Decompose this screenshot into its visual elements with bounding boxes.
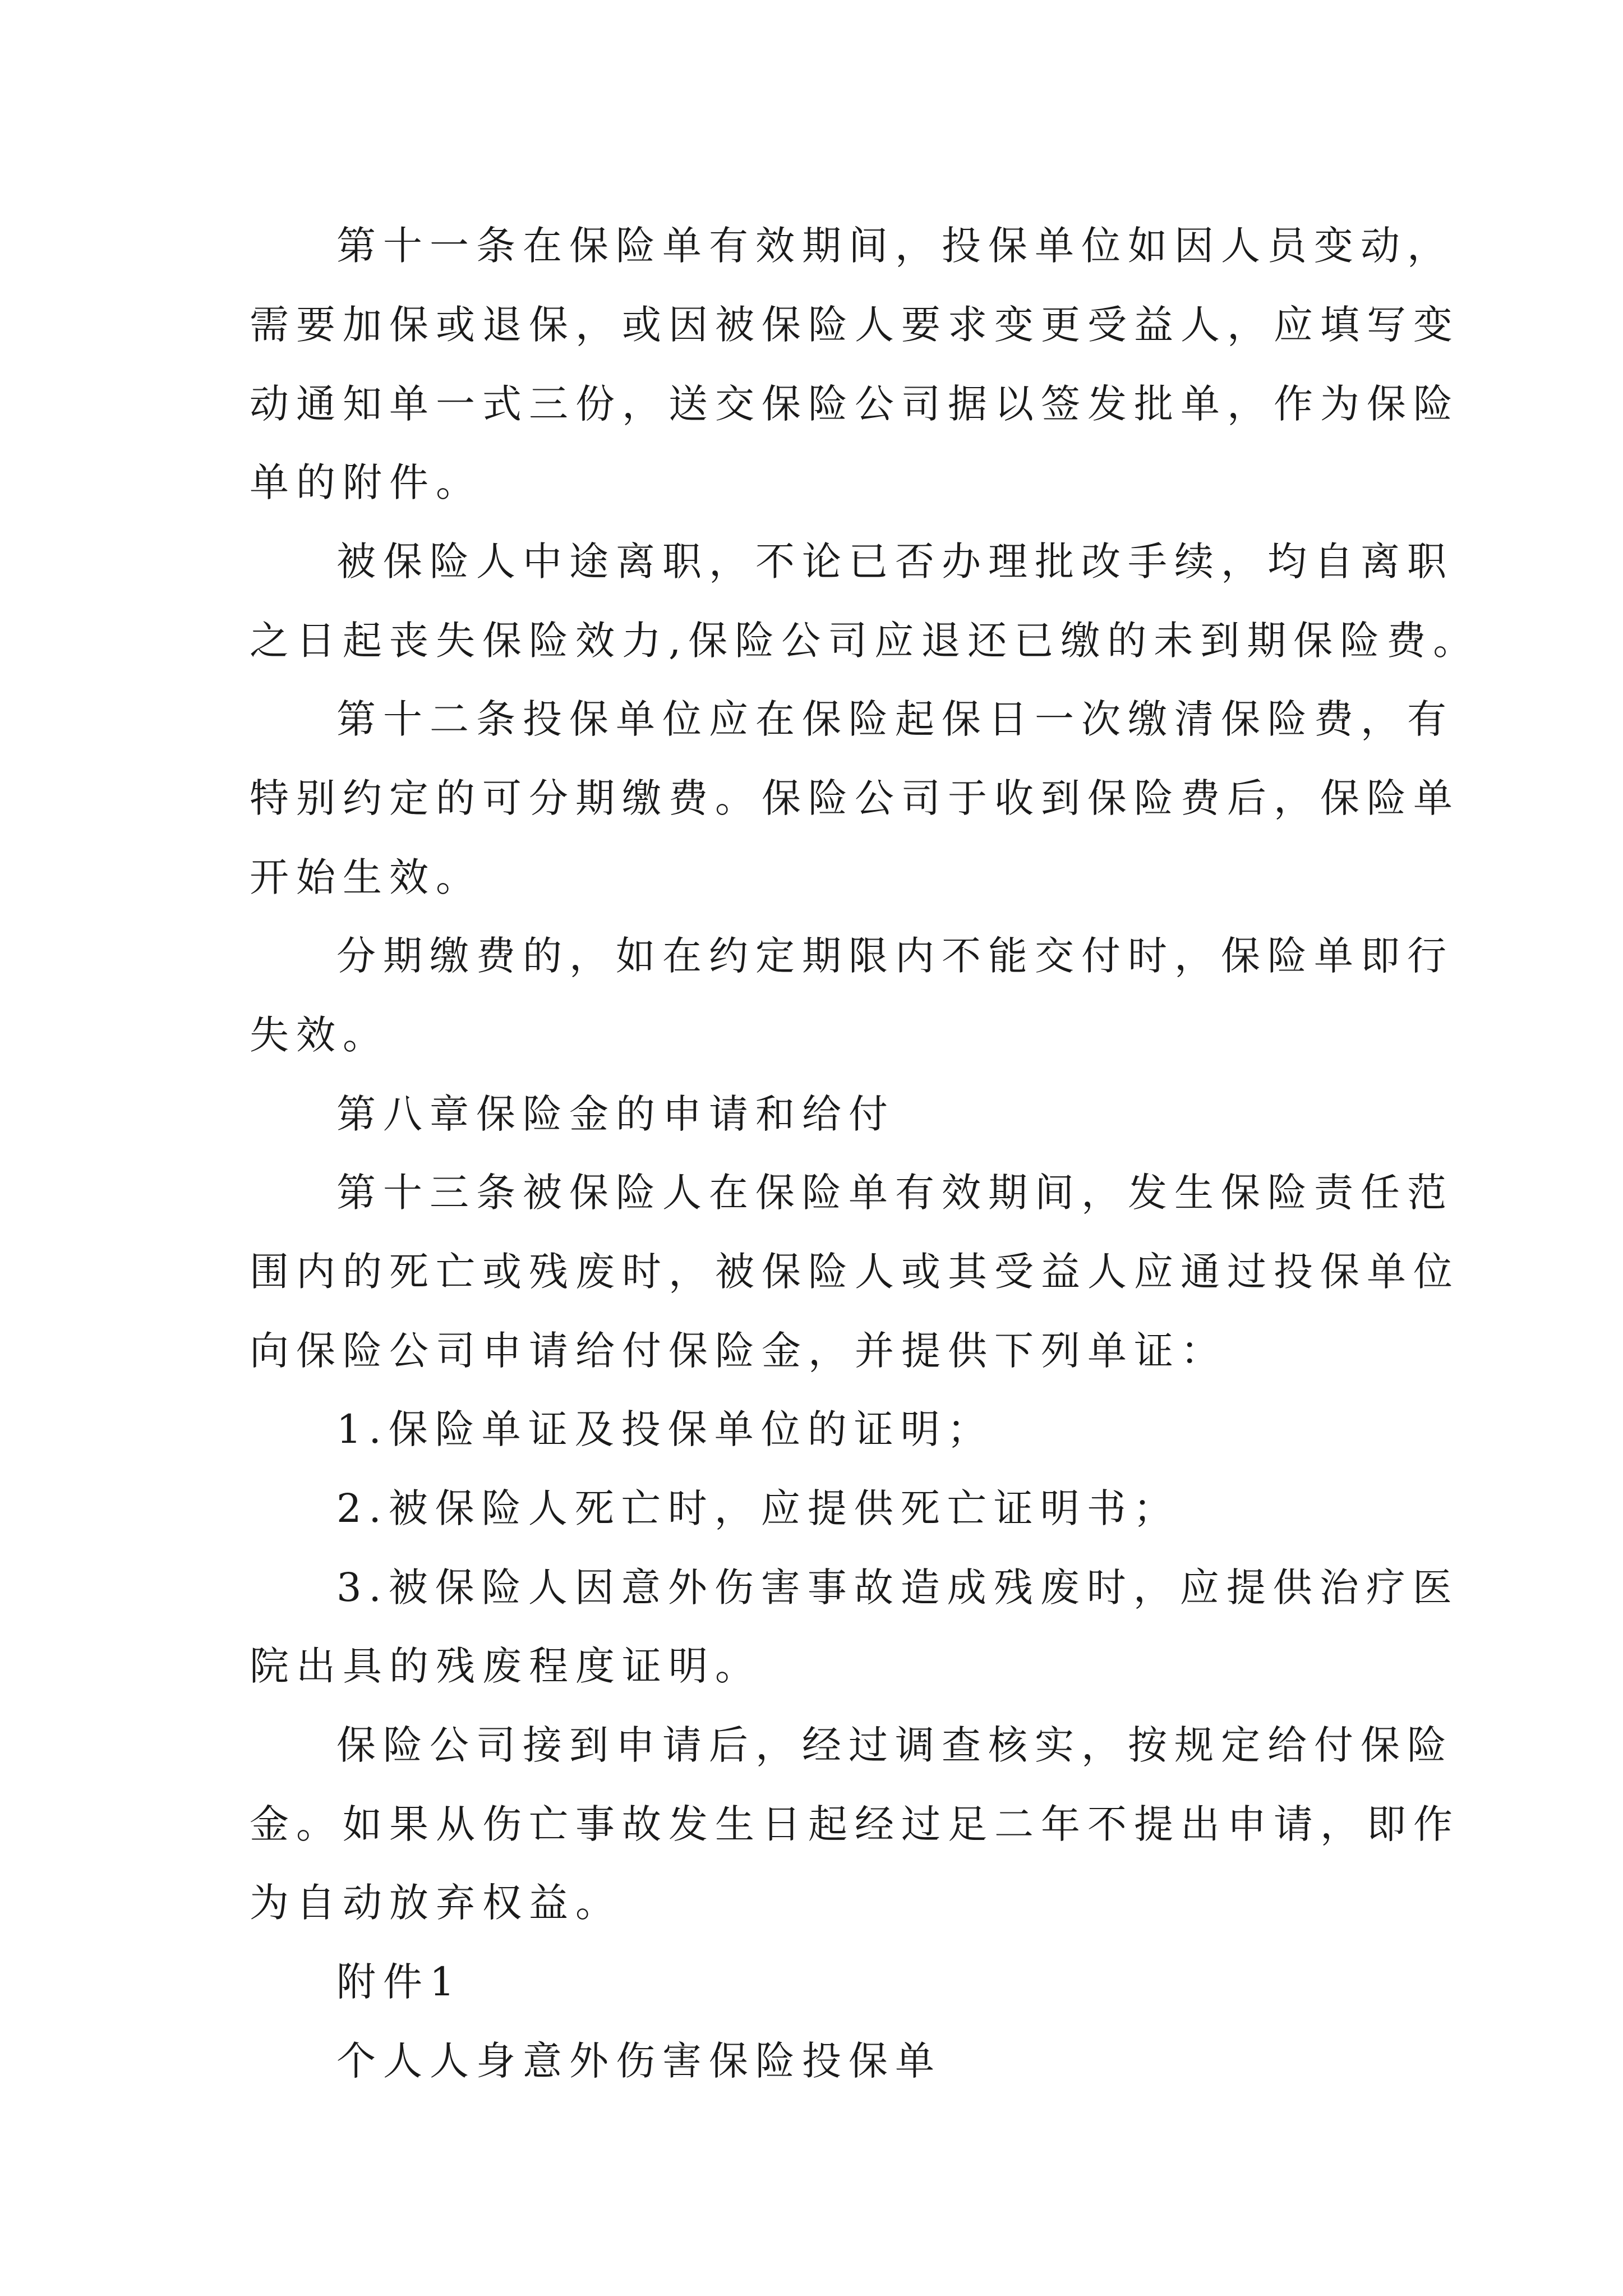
document-item-1: 1.保险单证及投保单位的证明； (336, 1406, 994, 1452)
article-12-line-1: 第十二条投保单位应在保险起保日一次缴清保险费，有 (336, 696, 1454, 742)
payment-line-3: 为自动放弃权益。 (250, 1880, 622, 1926)
attachment-label: 附件1 (336, 1959, 462, 2005)
article-11-line-3: 动通知单一式三份，送交保险公司据以签发批单，作为保险 (250, 381, 1460, 427)
document-item-3-line-1: 3.被保险人因意外伤害事故造成残废时，应提供治疗医 (336, 1565, 1459, 1611)
article-12-line-2: 特别约定的可分期缴费。保险公司于收到保险费后，保险单 (250, 775, 1460, 821)
article-13-line-3: 向保险公司申请给付保险金，并提供下列单证： (250, 1328, 1227, 1374)
article-11-line-1: 第十一条在保险单有效期间，投保单位如因人员变动， (336, 223, 1454, 269)
payment-line-1: 保险公司接到申请后，经过调查核实，按规定给付保险 (336, 1722, 1454, 1768)
document-item-2: 2.被保险人死亡时，应提供死亡证明书； (336, 1485, 1180, 1531)
article-12-line-3: 开始生效。 (250, 854, 482, 900)
article-11-line-2: 需要加保或退保，或因被保险人要求变更受益人，应填写变 (250, 302, 1460, 348)
installment-line-2: 失效。 (250, 1012, 389, 1058)
installment-line-1: 分期缴费的，如在约定期限内不能交付时，保险单即行 (336, 933, 1454, 979)
article-11-line-4: 单的附件。 (250, 459, 482, 505)
article-13-line-1: 第十三条被保险人在保险单有效期间，发生保险责任范 (336, 1170, 1454, 1216)
resignation-line-1: 被保险人中途离职，不论已否办理批改手续，均自离职 (336, 539, 1454, 585)
payment-line-2: 金。如果从伤亡事故发生日起经过足二年不提出申请，即作 (250, 1801, 1460, 1847)
article-13-line-2: 围内的死亡或残废时，被保险人或其受益人应通过投保单位 (250, 1249, 1460, 1295)
attachment-title: 个人人身意外伤害保险投保单 (336, 2038, 942, 2084)
resignation-line-2: 之日起丧失保险效力,保险公司应退还已缴的未到期保险费。 (250, 618, 1480, 664)
chapter-8-heading: 第八章保险金的申请和给付 (336, 1091, 895, 1137)
document-item-3-line-2: 院出具的残废程度证明。 (250, 1643, 762, 1689)
